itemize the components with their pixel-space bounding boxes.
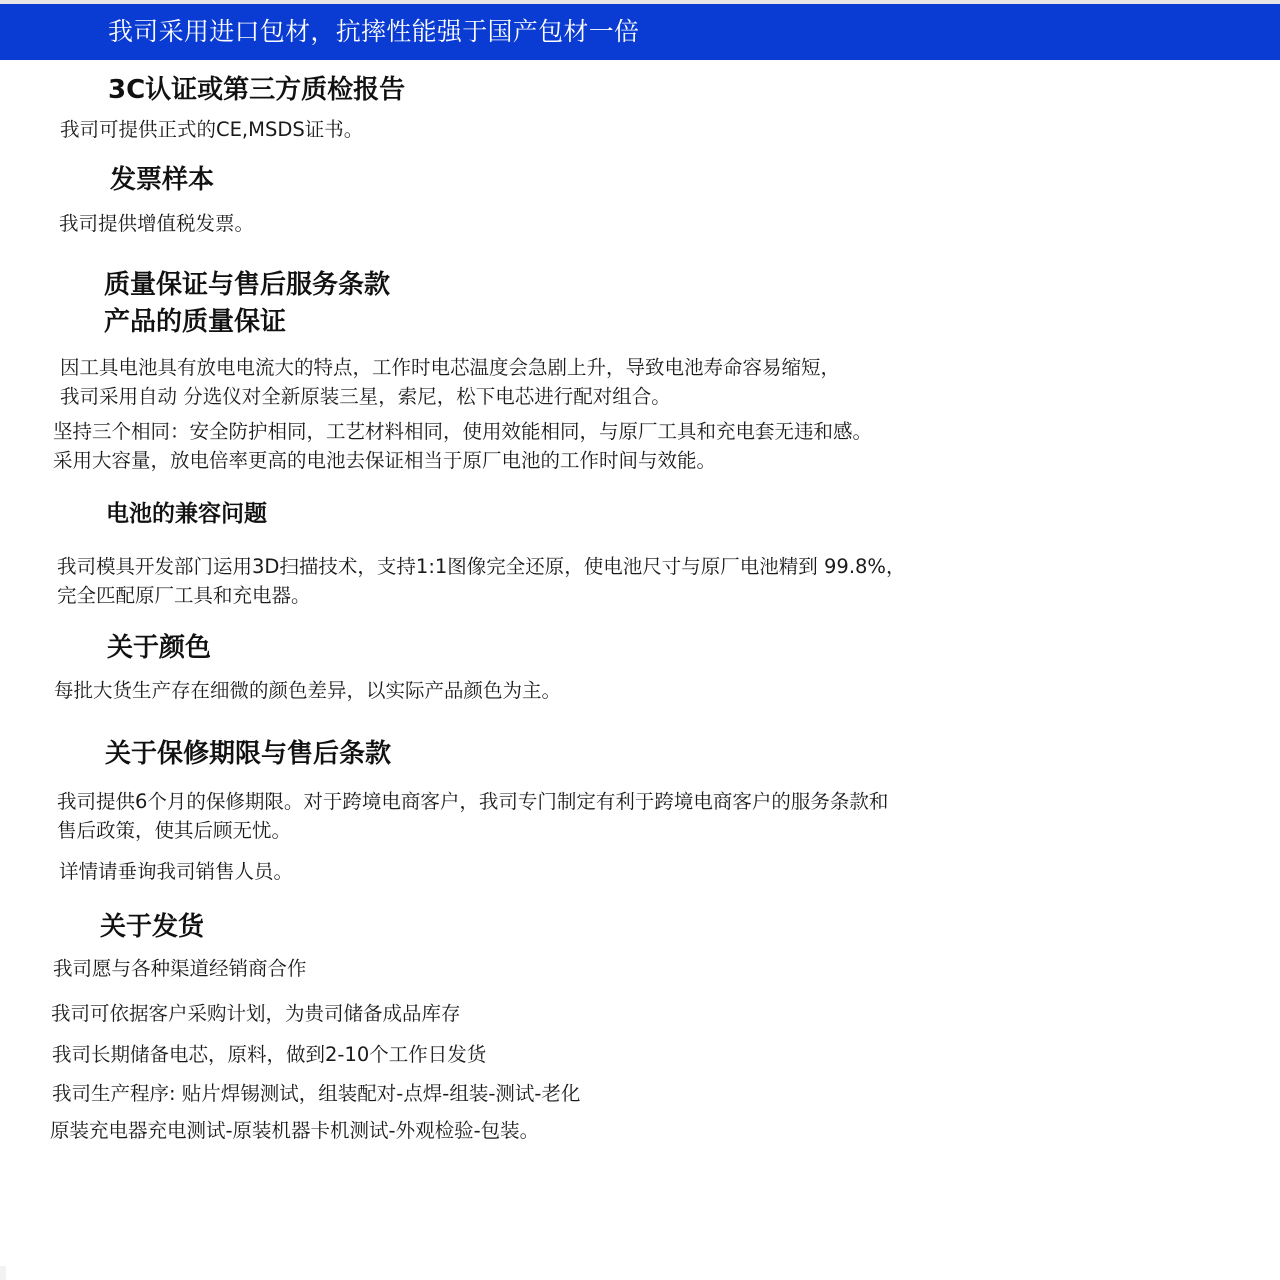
- quality-text-line: 采用大容量，放电倍率更高的电池去保证相当于原厂电池的工作时间与效能。: [53, 449, 717, 472]
- warranty-text-line: 售后政策，使其后顾无忧。: [57, 819, 292, 842]
- shipping-text-line: 我司生产程序: 贴片焊锡测试，组装配对-点焊-组装-测试-老化: [52, 1082, 581, 1105]
- banner-title: 我司采用进口包材，抗摔性能强于国产包材一倍: [108, 17, 640, 46]
- shipping-text-line: 原装充电器充电测试-原装机器卡机测试-外观检验-包装。: [50, 1119, 540, 1142]
- compatibility-text-line: 我司模具开发部门运用3D扫描技术，支持1:1图像完全还原，使电池尺寸与原厂电池精到 99.8%，: [57, 555, 906, 578]
- quality-heading: 质量保证与售后服务条款: [104, 270, 391, 300]
- warranty-text-line: 我司提供6个月的保修期限。对于跨境电商客户，我司专门制定有利于跨境电商客户的服务条款和: [57, 790, 889, 813]
- invoice-text: 我司提供增值税发票。: [59, 212, 255, 235]
- certification-heading: 3C认证或第三方质检报告: [108, 75, 406, 105]
- certification-text: 我司可提供正式的CE,MSDS证书。: [60, 118, 364, 141]
- compatibility-heading: 电池的兼容问题: [106, 501, 267, 527]
- quality-text-line: 坚持三个相同：安全防护相同，工艺材料相同，使用效能相同，与原厂工具和充电套无违和感。: [53, 420, 873, 443]
- quality-text-line: 因工具电池具有放电电流大的特点，工作时电芯温度会急剧上升，导致电池寿命容易缩短，: [60, 356, 841, 379]
- shipping-text-line: 我司可依据客户采购计划，为贵司储备成品库存: [51, 1002, 461, 1025]
- color-heading: 关于颜色: [107, 633, 212, 663]
- invoice-heading: 发票样本: [110, 165, 215, 195]
- shipping-heading: 关于发货: [100, 912, 205, 942]
- header-banner: [0, 4, 1280, 60]
- corner-mark: [0, 1266, 6, 1280]
- shipping-text-line: 我司愿与各种渠道经销商合作: [53, 957, 307, 980]
- warranty-text-line: 详情请垂询我司销售人员。: [59, 860, 294, 883]
- compatibility-text-line: 完全匹配原厂工具和充电器。: [57, 584, 311, 607]
- shipping-text-line: 我司长期储备电芯，原料，做到2-10个工作日发货: [52, 1043, 487, 1066]
- color-text: 每批大货生产存在细微的颜色差异，以实际产品颜色为主。: [54, 679, 562, 702]
- quality-subheading: 产品的质量保证: [104, 307, 287, 337]
- quality-text-line: 我司采用自动 分选仪对全新原装三星，索尼，松下电芯进行配对组合。: [60, 385, 671, 408]
- warranty-heading: 关于保修期限与售后条款: [105, 739, 392, 769]
